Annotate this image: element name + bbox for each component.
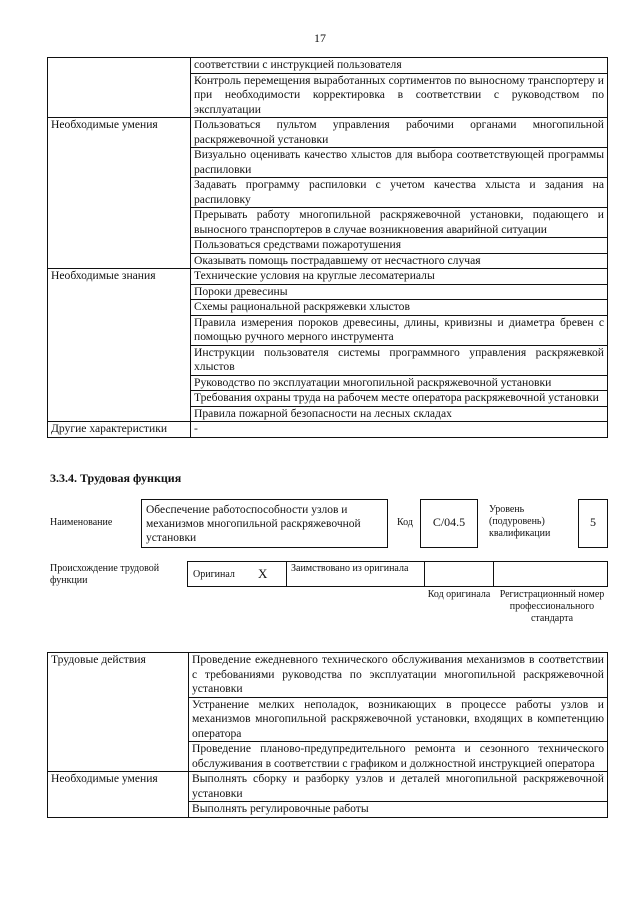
table-cell: Выполнять сборку и разборку узлов и деталей многопильной раскряжевочной установки	[189, 772, 608, 802]
table-cell: Инструкции пользователя системы программного управления раскряжевкой хлыстов	[191, 345, 608, 375]
table-row	[48, 422, 608, 438]
table-cell: Устранение мелких неполадок, возникающих в процессе работы узлов и механизмов многопильной раскряжевочной установки, входящих в компетенцию оператора	[189, 697, 608, 742]
borrowed-cell: Заимствовано из оригинала	[286, 561, 425, 587]
table-cell: Выполнять регулировочные работы	[189, 802, 608, 818]
table-cell: Руководство по эксплуатации многопильной раскряжевочной установки	[191, 375, 608, 391]
table-cell: Контроль перемещения выработанных сортиментов по выносному транспортеру и при необходимости корректировка в соответствии с руководством по эксплуатации	[191, 73, 608, 118]
table-cell: Проведение планово-предупредительного ремонта и сезонного технического обслуживания в соответствии с графиком и должностной инструкцией оператора	[189, 742, 608, 772]
table-cell: Пользоваться пультом управления рабочими органами многопильной раскряжевочной установки	[191, 118, 608, 148]
competency-table-top	[47, 57, 608, 438]
original-code-cell	[424, 561, 494, 587]
original-code-caption: Код оригинала	[427, 589, 491, 600]
table-cell: Задавать программу распиловки с учетом качества хлыста и задания на распиловку	[191, 178, 608, 208]
table-row	[48, 653, 608, 698]
function-code-box: C/04.5	[420, 499, 478, 548]
table-cell: Оказывать помощь пострадавшему от несчастного случая	[191, 253, 608, 269]
competency-table-bottom	[47, 652, 608, 818]
registration-number-cell	[493, 561, 608, 587]
table-cell: Визуально оценивать качество хлыстов для выбора соответствующей программы распиловки	[191, 148, 608, 178]
page-number: 17	[314, 31, 326, 45]
row-label: Необходимые умения	[48, 772, 189, 818]
level-label: Уровень (подуровень) квалификации	[489, 504, 551, 539]
table-row	[48, 118, 608, 148]
table-cell: Технические условия на круглые лесоматериалы	[191, 269, 608, 285]
registration-caption: Регистрационный номер профессионального стандарта	[499, 589, 605, 624]
row-label: Необходимые знания	[48, 269, 191, 422]
table-cell: Правила пожарной безопасности на лесных складах	[191, 406, 608, 422]
row-label: Трудовые действия	[48, 653, 189, 772]
table-row	[48, 269, 608, 285]
table-cell: Проведение ежедневного технического обслуживания механизмов в соответствии с требованиями руководства по эксплуатации многопильной раскряжевочной установки	[189, 653, 608, 698]
table-cell: Правила измерения пороков древесины, длины, кривизны и диаметра бревен с помощью ручного мерного инструмента	[191, 315, 608, 345]
name-label: Наименование	[50, 517, 113, 528]
table-cell: Прерывать работу многопильной раскряжевочной установки, подающего и выносного транспортеров в случае возникновения аварийной ситуации	[191, 208, 608, 238]
original-cell	[187, 561, 287, 587]
function-level-box: 5	[578, 499, 608, 548]
code-label: Код	[397, 517, 413, 528]
row-label	[48, 58, 191, 118]
row-label: Необходимые умения	[48, 118, 191, 269]
function-name-box: Обеспечение работоспособности узлов и механизмов многопильной раскряжевочной установки	[141, 499, 388, 548]
table-cell: Пользоваться средствами пожаротушения	[191, 238, 608, 254]
table-cell: Схемы рациональной раскряжевки хлыстов	[191, 300, 608, 316]
row-label: Другие характеристики	[48, 422, 191, 438]
table-cell: Требования охраны труда на рабочем месте оператора раскряжевочной установки	[191, 391, 608, 407]
table-cell: -	[191, 422, 608, 438]
table-cell: Пороки древесины	[191, 284, 608, 300]
table-row	[48, 58, 608, 74]
section-title: 3.3.4. Трудовая функция	[50, 471, 182, 485]
original-label: Оригинал	[193, 569, 235, 580]
table-cell: соответствии с инструкцией пользователя	[191, 58, 608, 74]
original-mark: X	[258, 566, 268, 581]
table-row	[48, 772, 608, 802]
origin-label: Происхождение трудовой функции	[50, 563, 160, 586]
